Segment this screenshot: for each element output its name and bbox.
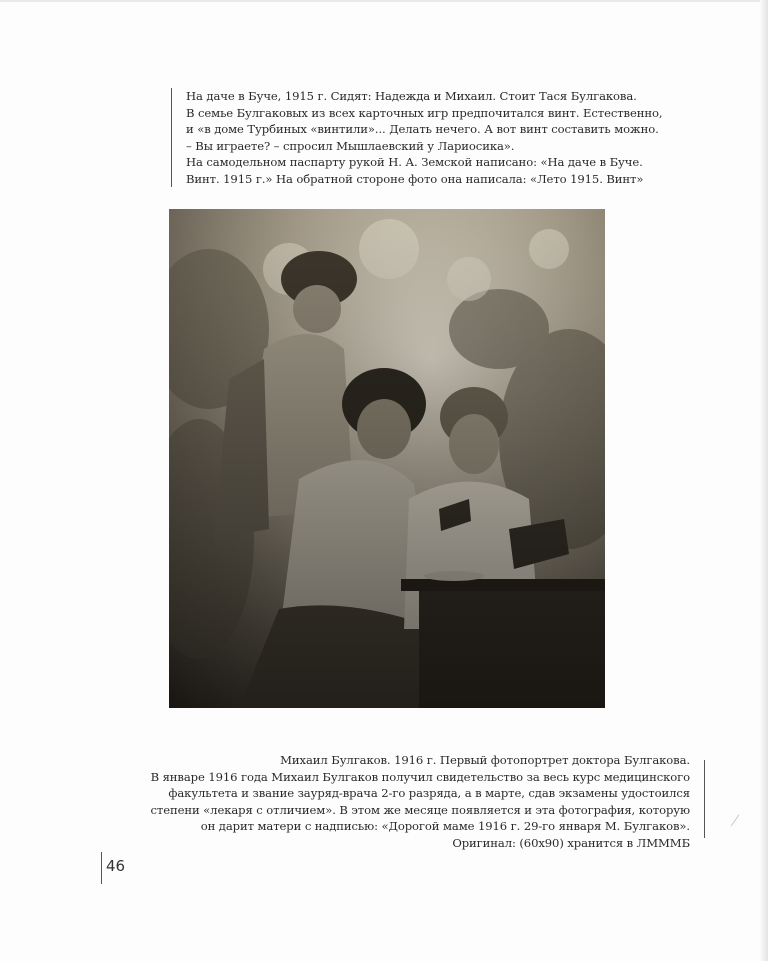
caption-bottom-line: степени «лекаря с отличием». В этом же месяце появляется и эта фотография, которую — [150, 802, 690, 817]
caption-bottom-line: Михаил Булгаков. 1916 г. Первый фотопортрет доктора Булгакова. — [280, 753, 690, 767]
page-top-edge — [0, 0, 768, 2]
scan-mark — [731, 814, 740, 826]
caption-top-line: В семье Булгаковых из всех карточных игр предпочитался винт. Естественно, — [186, 105, 663, 120]
photo-caption-bottom — [150, 752, 704, 851]
page-number-rule — [101, 852, 102, 884]
page-right-edge — [760, 0, 768, 961]
caption-top-line: и «в доме Турбиных «винтили»... Делать нечего. А вот винт составить можно. — [186, 122, 659, 136]
caption-bottom-line: В январе 1916 года Михаил Булгаков получил свидетельство за весь курс медицинского — [150, 769, 690, 784]
caption-top-line: На самодельном паспарту рукой Н. А. Земской написано: «На даче в Буче. — [186, 155, 643, 169]
family-photograph — [169, 209, 605, 708]
page-number: 46 — [106, 857, 126, 875]
caption-bottom-rule — [704, 760, 705, 838]
caption-bottom-line: Оригинал: (60х90) хранится в ЛМММБ — [452, 835, 690, 850]
caption-top-line: Винт. 1915 г.» На обратной стороне фото она написала: «Лето 1915. Винт» — [186, 171, 644, 186]
caption-top-line: На даче в Буче, 1915 г. Сидят: Надежда и Михаил. Стоит Тася Булгакова. — [186, 89, 637, 103]
photo-caption-top — [171, 88, 676, 187]
caption-bottom-line: факультета и звание зауряд-врача 2-го разряда, а в марте, сдав экзамены удостоился — [168, 786, 690, 800]
photo-illustration — [169, 209, 605, 708]
caption-bottom-line: он дарит матери с надписью: «Дорогой маме 1916 г. 29-го января М. Булгаков». — [200, 819, 690, 833]
caption-top-line: – Вы играете? – спросил Мышлаевский у Лариосика». — [186, 138, 515, 153]
